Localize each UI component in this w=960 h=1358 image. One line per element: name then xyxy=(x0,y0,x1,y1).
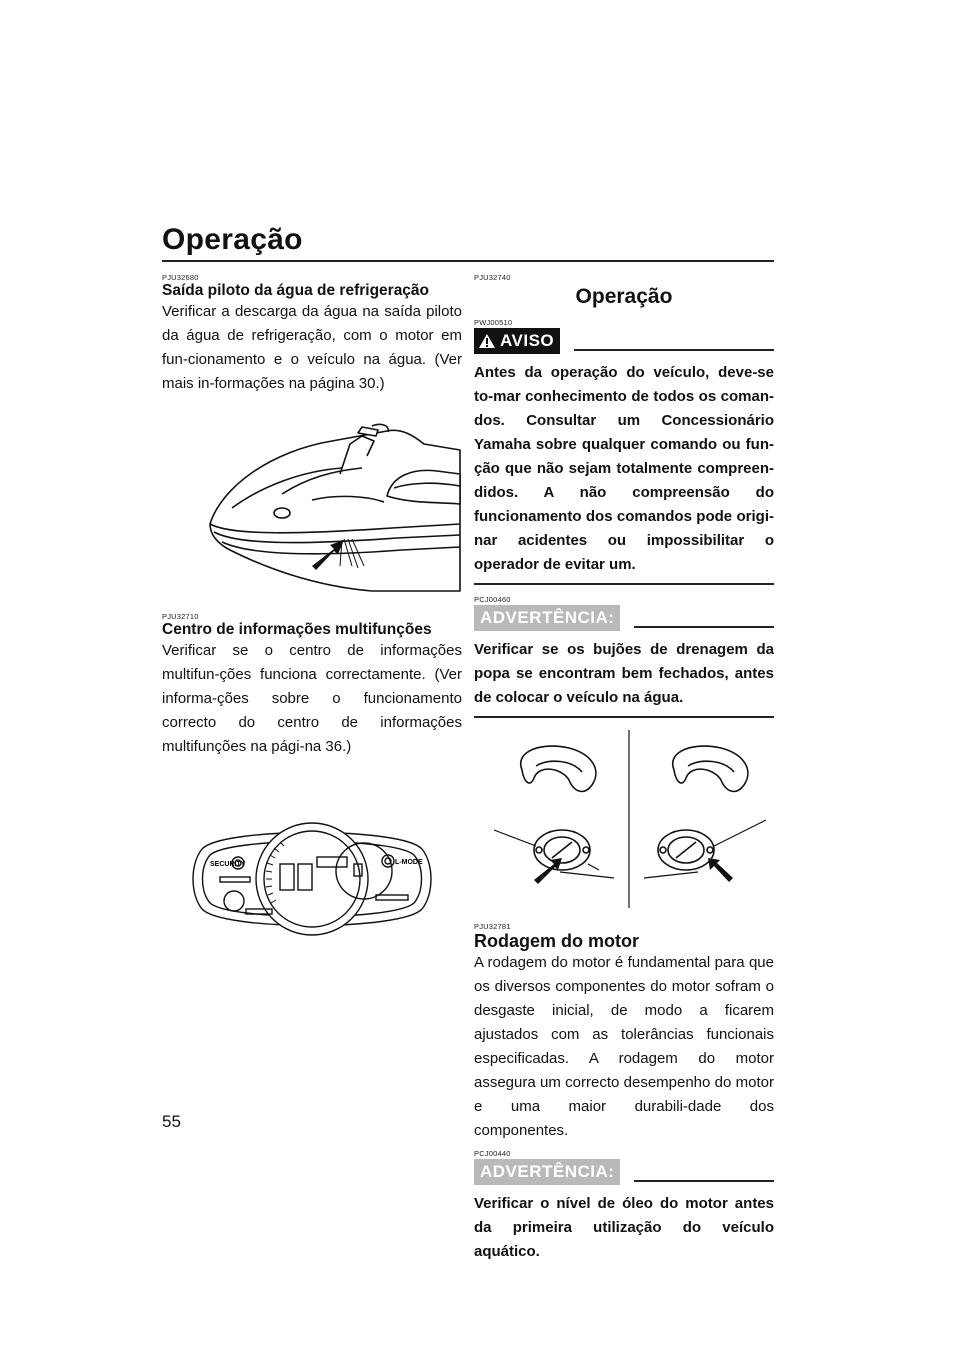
caution-code: PCJ00440 xyxy=(474,1149,511,1158)
caution-badge-row xyxy=(474,1158,774,1186)
right-column xyxy=(474,273,774,1264)
section-code: PJU32710 xyxy=(162,612,199,621)
section-heading-break-in: Rodagem do motor xyxy=(474,931,639,951)
left-column xyxy=(162,273,462,949)
badge-rule xyxy=(634,1180,774,1182)
drain-plugs-illustration xyxy=(474,730,774,908)
warning-code: PWJ00510 xyxy=(474,318,513,327)
section-code: PJU32781 xyxy=(474,922,511,931)
section-code: PJU32680 xyxy=(162,273,199,282)
watercraft-illustration xyxy=(162,416,462,594)
watercraft-drawing xyxy=(162,416,462,594)
warning-badge-row xyxy=(474,327,774,355)
section-code: PJU32740 xyxy=(474,273,511,282)
advertencia-badge: ADVERTÊNCIA: xyxy=(474,1159,620,1185)
warning-triangle-icon xyxy=(478,333,496,349)
badge-rule xyxy=(574,349,774,351)
caution-code: PCJ00460 xyxy=(474,595,511,604)
advertencia-text-drain: Verificar se os bujões de drenagem da popa se encontram bem fechados, antes de colocar o veículo na água. xyxy=(474,641,774,706)
aviso-text: Antes da operação do veículo, deve-se to-mar conhecimento de todos os coman-dos. Consultar um Concessionário Yamaha sobre qualquer comando ou fun-ção que não sejam totalmente compreen-didos. A não compreensão do funcionamento dos comandos pode origi-nar acidentes ou impossibilitar o operador de evitar um. xyxy=(474,364,774,573)
section-heading-multifunction: Centro de informações multifunções xyxy=(162,621,432,638)
multifunction-panel-illustration xyxy=(162,809,462,949)
aviso-label: AVISO xyxy=(500,331,555,350)
page-title: Operação xyxy=(162,223,303,256)
multifunction-panel-drawing xyxy=(162,809,462,949)
caution-badge-row xyxy=(474,604,774,632)
section-body-multifunction: Verificar se o centro de informações multifun-ções funciona correctamente. (Ver informa-ções sobre o funcionamento correcto do centro de informações multifunções na pági-na 36.) xyxy=(162,642,462,755)
advertencia-badge: ADVERTÊNCIA: xyxy=(474,605,620,631)
page-header xyxy=(162,222,774,262)
header-rule xyxy=(162,260,774,262)
lmode-label: L-MODE xyxy=(395,859,423,866)
page-number: 55 xyxy=(162,1112,181,1131)
security-label: SECURITY xyxy=(210,861,246,868)
drain-plugs-drawing xyxy=(474,730,774,908)
section-title-operation: Operação xyxy=(575,285,673,308)
aviso-badge xyxy=(474,328,560,354)
advertencia-text-oil: Verificar o nível de óleo do motor antes da primeira utilização do veículo aquático. xyxy=(474,1195,774,1260)
advertencia-end-rule xyxy=(474,716,774,718)
section-body-break-in: A rodagem do motor é fundamental para que os diversos componentes do motor sofram o desgaste inicial, de modo a ficarem ajustados com as tolerâncias funcionais especificadas. A rodagem do motor assegura um correcto desempenho do motor e uma maior durabili-dade dos componentes. xyxy=(474,954,774,1139)
badge-rule xyxy=(634,626,774,628)
section-body-cooling-water: Verificar a descarga da água na saída piloto da água de refrigeração, com o motor em fun-cionamento e o veículo na água. (Ver mais in-formações na página 30.) xyxy=(162,303,462,392)
section-heading-cooling-water: Saída piloto da água de refrigeração xyxy=(162,282,430,299)
